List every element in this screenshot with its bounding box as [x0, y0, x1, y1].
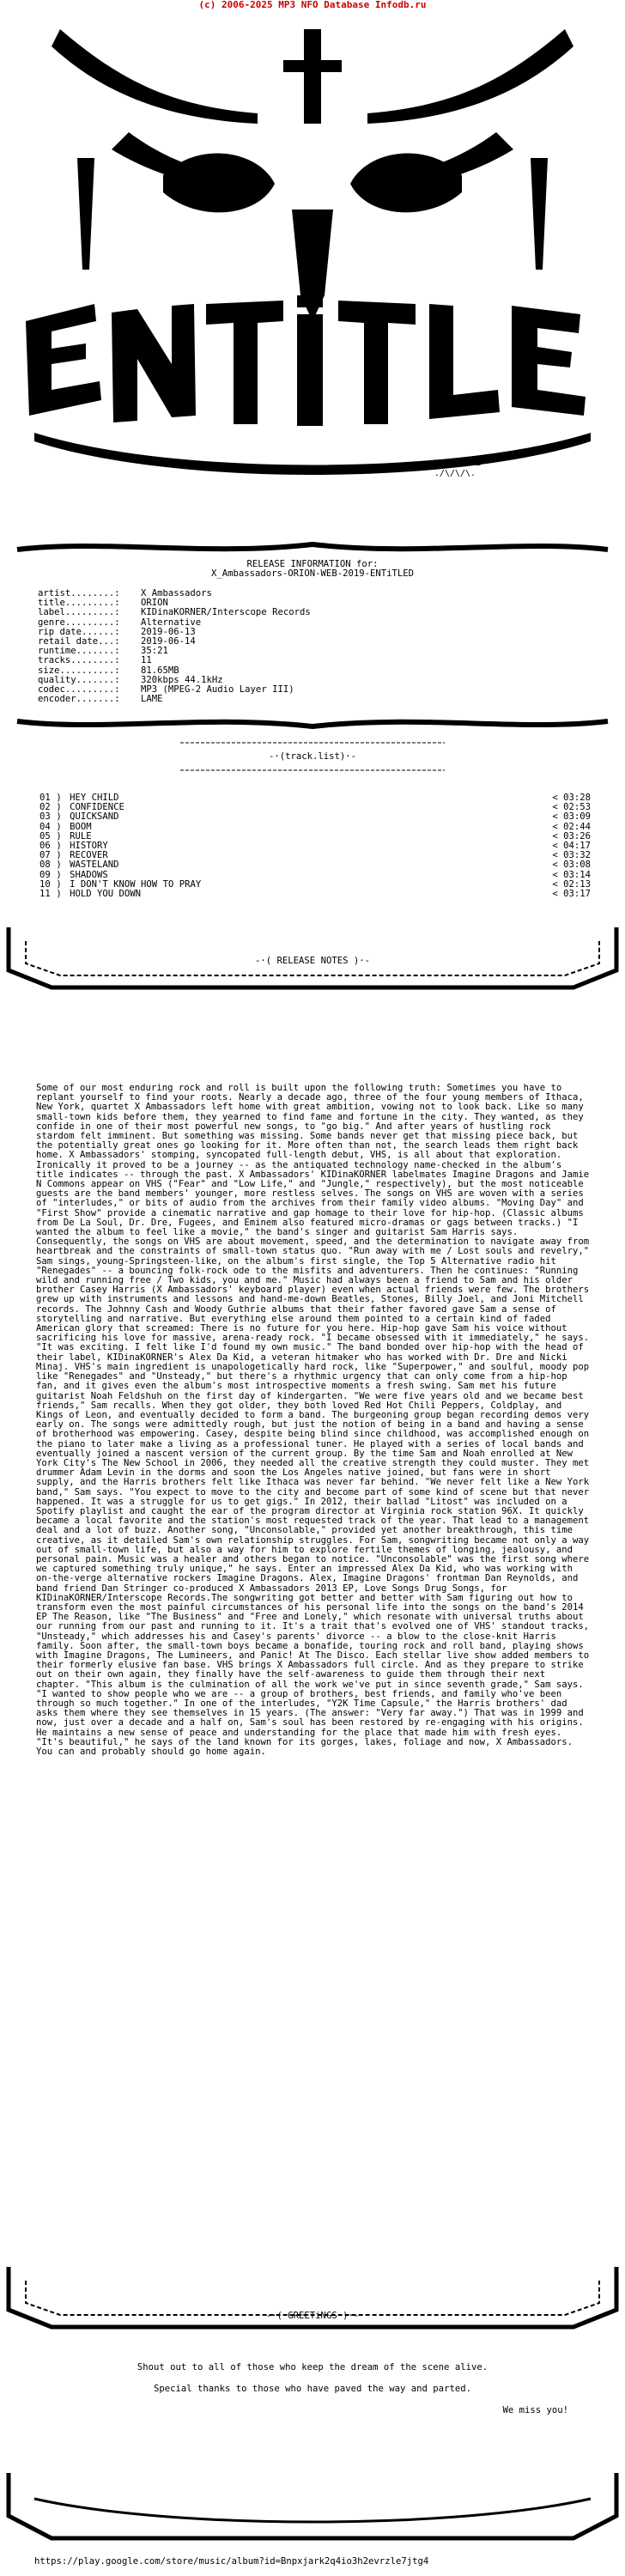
release-notes-title: -·( RELEASE NOTES )·-: [255, 956, 370, 966]
field-key: genre.........:: [38, 617, 120, 628]
logo-ornament-right: [367, 29, 573, 124]
track-title: CONFIDENCE: [70, 802, 124, 813]
greetings-line3: We miss you!: [502, 2405, 568, 2416]
track-duration: < 03:17: [552, 889, 591, 900]
tracklist-rule-bottom: [0, 764, 625, 776]
field-genre: [38, 618, 587, 628]
track-row: 06 ) HISTORY < 04:17: [39, 841, 591, 852]
release-frame-top: [0, 539, 625, 560]
track-row: 01 ) HEY CHILD < 03:28: [39, 793, 591, 803]
track-number: 01: [39, 793, 51, 803]
track-duration: < 02:44: [552, 821, 591, 832]
field-retail-date: [38, 637, 587, 647]
field-value: ORION: [141, 598, 168, 609]
logo-ornament-left: [52, 29, 258, 124]
release-header: [0, 560, 625, 579]
track-title: WASTELAND: [70, 860, 119, 871]
field-key: runtime.......:: [38, 646, 120, 657]
logo-letter-e2: [512, 306, 586, 416]
track-duration: < 03:32: [552, 850, 591, 861]
field-tracks: [38, 656, 587, 665]
track-row: 10 ) I DON'T KNOW HOW TO PRAY < 02:13: [39, 878, 591, 890]
track-number: 10: [39, 878, 51, 890]
field-value: 2019-06-13: [141, 626, 196, 637]
field-key: size..........:: [38, 665, 120, 676]
track-number: 04: [39, 821, 51, 832]
track-number: 07: [39, 850, 51, 861]
track-number: 08: [39, 860, 51, 871]
track-duration: < 02:13: [552, 878, 591, 890]
track-number: 06: [39, 841, 51, 852]
track-title: HISTORY: [70, 841, 108, 852]
logo-letter-t1: [206, 301, 283, 424]
logo-cross-bar: [283, 60, 342, 72]
logo-dagger-left: [77, 158, 94, 270]
field-key: rip date......:: [38, 626, 120, 637]
track-title: RECOVER: [70, 850, 108, 861]
track-number: 09: [39, 869, 51, 880]
logo-dagger-right: [531, 158, 548, 270]
track-title: BOOM: [70, 821, 92, 832]
track-row: 07 ) RECOVER < 03:32: [39, 850, 591, 861]
field-key: artist........:: [38, 588, 120, 598]
field-value: 320kbps 44.1kHz: [141, 674, 223, 685]
track-row: 04 ) BOOM < 02:44: [39, 821, 591, 832]
field-label: [38, 608, 587, 617]
field-key: label.........:: [38, 607, 120, 618]
field-codec: [38, 685, 587, 695]
track-duration: < 03:08: [552, 860, 591, 871]
greetings-line1: Shout out to all of those who keep the dream of the scene alive.: [137, 2362, 488, 2372]
track-number: 02: [39, 802, 51, 813]
release-frame-bottom: [0, 711, 625, 732]
footer-ornament: [0, 2464, 625, 2547]
release-notes-text: Some of our most enduring rock and roll is built upon the following truth: Sometimes you have to replant yourself to find your roots. Nearly a decade ago, three of the four young members of Ithaca, New York, quartet X Ambassadors left home with great ambition, vowing not to look back. Like so many small-town kids before them, they yearned to find fame and fortune in the city. They wanted, as they confide in one of their most powerful new songs, to "go big." And after years of hustling rock stardom felt imminent. But something was missing. Some bands never get that missing piece back, but the potentially great ones go looking for it. More often than not, the search leads them right back home. X Ambassadors' stomping, syncopated full-length debut, VHS, is all about that exploration. Ironically it proved to be a journey -- as the antiquated technology name-checked in the album's title indicates -- through the past. X Ambassadors' KIDinaKORNER labelmates Imagine Dragons and Jamie N Commons appear on VHS ("Fear" and "Low Life," and "Jungle," respectively), but the most noticeable guests are the band members' younger, more restless selves. The songs on VHS are woven with a series of "interludes," or bits of audio from the archives from their family video albums. "Moving Day" and "First Show" provide a cinematic narrative and gap homage to their love for hip-hop. (Classic albums from De La Soul, Dr. Dre, Fugees, and Eminem also featured micro-dramas or gags between tracks.) "I wanted the album to feel like a movie," the band's singer and guitarist Sam Harris says. Consequently, the songs on VHS are about movement, speed, and the determination to navigate away from heartbreak and the constraints of small-town status quo. "Run away with me / Lost souls and revelry," Sam sings, young-Springsteen-like, on the album's first single, the Top 5 Alternative radio hit "Renegades" -- a bouncing folk-rock ode to the misfits and adventurers. Then he continues: "Running wild and running free / Two kids, you and me." Music had always been a friend to Sam and his older brother Casey Harris (X Ambassadors' keyboard player) even when actual friends were few. The brothers grew up with instruments and lessons and hand-me-down Beatles, Stones, Billy Joel, and Joni Mitchell records. The Johnny Cash and Woody Guthrie albums that their father favored gave Sam a sense of storytelling and narrative. But everything else around them pointed to a certain kind of faded American glory that screamed: There is no future for you here. Hip-hop gave Sam his voice without sacrificing his love for massive, arena-ready rock. "I became obsessed with it immediately," he says. "It was exciting. I felt like I'd found my own music." The band bonded over hip-hop with the head of their label, KIDinaKORNER's Alex Da Kid, a veteran hitmaker who has worked with Dr. Dre and Nicki Minaj. VHS's main ingredient is unapologetically hard rock, like "Superpower," and soulful, moody pop like "Renegades" and "Unsteady," but there's a rhythmic urgency that can only come from a hip-hop fan, and it gives even the album's most introspective moments a fresh swing. Sam met his future guitarist Noah Feldshuh on the first day of kindergarten. "We were five years old and we became best friends," Sam recalls. When they got older, they both loved Red Hot Chili Peppers, Coldplay, and Kings of Leon, and eventually decided to form a band. The burgeoning group began recording demos very early on. The songs were admittedly rough, but just the notion of being in a band and having a sense of brotherhood was empowering. Casey, despite being blind since childhood, was accomplished enough on the piano to later make a living as a professional tuner. He played with a series of local bands and eventually joined a nascent version of the current group. By the time Sam and Noah enrolled at New York City's The New School in 2006, they needed all the creative strength they could muster. They met drummer Adam Levin in the dorms and soon the Los Angeles native joined, but fans were in short supply, and the Harris brothers felt like Ithaca was never far behind. "We never felt like a New York band," Sam says. "You expect to move to the city and become part of some kind of scene but that never happened. It was a struggle for us to get gigs." In 2012, their ballad "Litost" was included on a Spotify playlist and caught the ear of the program director at Virginia rock station 96X. It quickly became a local favorite and the station's most requested track of the year. That lead to a management deal and a lot of buzz. Another song, "Unconsolable," provided yet another breakthrough, this time creative, as it detailed Sam's own relationship struggles. For Sam, songwriting became not only a way out of small-town life, but also a way for him to explore fertile themes of longing, jealousy, and personal pain. Music was a healer and others began to notice. "Unconsolable" was the first song where we captured something truly unique," he says. Enter an impressed Alex Da Kid, who was working with on-the-verge alternative rockers Imagine Dragons. Alex, Imagine Dragons' frontman Dan Reynolds, and band friend Dan Stringer co-produced X Ambassadors 2013 EP, Love Songs Drug Songs, for KIDinaKORNER/Interscope Records.The songwriting got better and better with Sam figuring out how to transform even the most painful circumstances of his personal life into the songs on the band's 2014 EP The Reason, like "The Business" and "Free and Lonely," which resonate with universal truths about our running from our past and running to it. It's a trait that's evolved one of VHS' standout tracks, "Unsteady," which addresses his and Casey's parents' divorce -- a blow to the close-knit Harris family. Soon after, the small-town boys became a bonafide, touring rock and roll band, playing shows with Imagine Dragons, The Lumineers, and Panic! At The Disco. Each stellar live show added members to their formerly elusive fan base. VHS brings X Ambassadors full circle. And as they prepare to strike out on their own again, they finally have the self-awareness to guide them through their next chapter. "This album is the culmination of all the work we've put in since seventh grade," Sam says. "I wanted to show people who we are -- a group of brothers, best friends, and family who've been through so much together." In one of the interludes, "Y2K Time Capsule," the Harris brothers' dad asks them where they see themselves in 15 years. (The answer: "Very far away.") That was in 1999 and now, just over a decade and a half on, Sam's soul has been restored by re-engaging with his origins. He maintains a new sense of peace and understanding for the place that made him with fresh eyes. "It's beautiful," he says of the land known for its gorges, lakes, foliage and now, X Ambassadors. You can and probably should go home again.: [36, 1083, 590, 1758]
field-key: encoder.......:: [38, 694, 120, 705]
track-duration: < 03:09: [552, 811, 591, 823]
track-row: 03 ) QUICKSAND < 03:09: [39, 811, 591, 823]
field-value: 81.65MB: [141, 665, 179, 676]
field-rip-date: [38, 628, 587, 637]
field-value: 35:21: [141, 646, 168, 657]
track-duration: < 02:53: [552, 802, 591, 813]
track-row: 05 ) RULE < 03:26: [39, 830, 591, 841]
track-number: 03: [39, 811, 51, 823]
field-value: Alternative: [141, 617, 202, 628]
logo-letter-l: [429, 304, 500, 419]
track-duration: < 03:28: [552, 793, 591, 803]
field-key: title.........:: [38, 598, 120, 609]
field-title: [38, 598, 587, 608]
track-number: 05: [39, 830, 51, 841]
track-row: 02 ) CONFIDENCE < 02:53: [39, 802, 591, 813]
greetings-line2: Special thanks to those who have paved the way and parted.: [154, 2384, 471, 2395]
field-key: retail date...:: [38, 636, 120, 647]
release-notes-body: [36, 1084, 592, 1757]
field-encoder: [38, 695, 587, 704]
logo-cross-stem: [304, 29, 321, 124]
field-key: codec.........:: [38, 684, 120, 696]
track-title: SHADOWS: [70, 869, 108, 880]
track-number: 11: [39, 889, 51, 900]
track-title: HOLD YOU DOWN: [70, 889, 142, 900]
tracklist-rule-top: [0, 737, 625, 749]
field-value: KIDinaKORNER/Interscope Records: [141, 607, 311, 618]
release-header-line1: RELEASE INFORMATION for:: [246, 559, 379, 569]
logo-base-swoosh: [34, 433, 591, 475]
logo-signature-name: sHIiNMPURE: [428, 459, 482, 468]
greetings-ornament: [0, 2258, 625, 2336]
greetings-body: [0, 2363, 625, 2416]
track-row: 08 ) WASTELAND < 03:08: [39, 860, 591, 871]
field-value: 11: [141, 655, 152, 666]
track-title: I DON'T KNOW HOW TO PRAY: [70, 878, 202, 890]
track-duration: < 04:17: [552, 841, 591, 852]
field-key: tracks........:: [38, 655, 120, 666]
field-value: MP3 (MPEG-2 Audio Layer III): [141, 684, 294, 696]
greetings-title: -·( GREETiNGS )·-: [265, 2311, 360, 2321]
field-value: 2019-06-14: [141, 636, 196, 647]
track-title: QUICKSAND: [70, 811, 119, 823]
track-duration: < 03:26: [552, 830, 591, 841]
logo-signature-mark: ./\/\/\.: [434, 469, 476, 478]
track-row: 09 ) SHADOWS < 03:14: [39, 869, 591, 880]
track-title: HEY CHILD: [70, 793, 119, 803]
field-value: X Ambassadors: [141, 588, 212, 598]
field-quality: [38, 676, 587, 685]
tracklist-title: -·(track.list)·-: [268, 751, 357, 762]
logo-letter-e: [26, 304, 101, 416]
field-artist: [38, 589, 587, 598]
entitled-logo-art: [0, 12, 625, 519]
logo-letter-n: [112, 304, 196, 422]
field-key: quality.......:: [38, 674, 120, 685]
logo-letter-i: [297, 295, 323, 426]
logo-letter-t2: [338, 301, 416, 424]
field-value: LAME: [141, 694, 163, 705]
footer-url-link[interactable]: https://play.google.com/store/music/album?id=Bnpxjark2q4io3h2evrzle7jtg4: [34, 2556, 429, 2567]
track-row: 11 ) HOLD YOU DOWN < 03:17: [39, 889, 591, 900]
field-size: [38, 666, 587, 676]
copyright-banner: (c) 2006-2025 MP3 NFO Database Infodb.ru: [198, 0, 427, 10]
release-header-line2: X_Ambassadors-ORION-WEB-2019-ENTiTLED: [211, 568, 414, 580]
track-title: RULE: [70, 830, 92, 841]
track-duration: < 03:14: [552, 869, 591, 880]
release-info-fields: [38, 589, 587, 704]
tracklist: [39, 793, 591, 899]
logo-signature: [412, 459, 498, 479]
field-runtime: [38, 647, 587, 656]
